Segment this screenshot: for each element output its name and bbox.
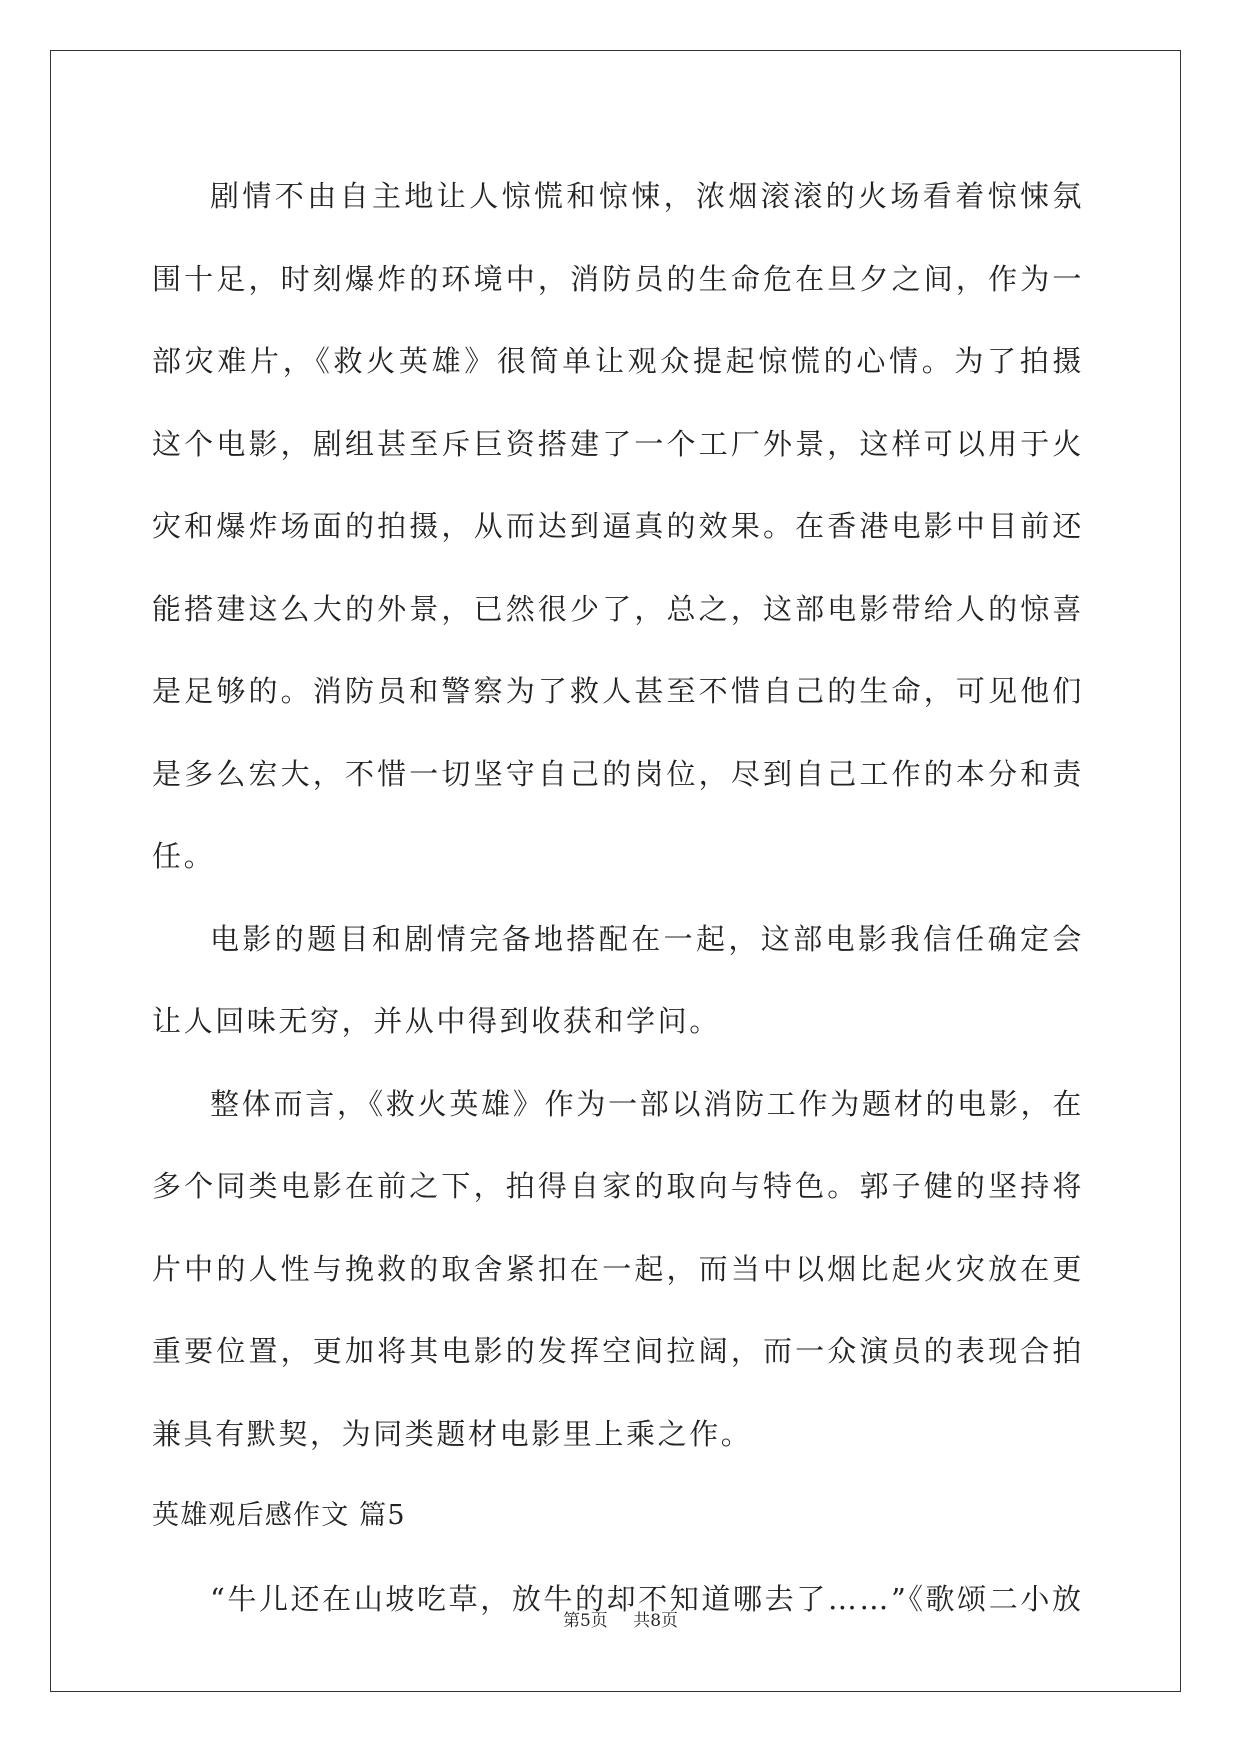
page-footer — [0, 1606, 1241, 1631]
paragraph-1: 剧情不由自主地让人惊慌和惊悚，浓烟滚滚的火场看着惊悚氛围十足，时刻爆炸的环境中，消防员的生命危在旦夕之间，作为一部灾难片，《救火英雄》很简单让观众提起惊慌的心情。为了拍摄这个电影，剧组甚至斥巨资搭建了一个工厂外景，这样可以用于火灾和爆炸场面的拍摄，从而达到逼真的效果。在香港电影中目前还能搭建这么大的外景，已然很少了，总之，这部电影带给人的惊喜是足够的。消防员和警察为了救人甚至不惜自己的生命，可见他们是多么宏大，不惜一切坚守自己的岗位，尽到自己工作的本分和责任。 — [152, 179, 1084, 873]
document-body — [152, 155, 1084, 1640]
section-heading: 英雄观后感作文 篇5 — [152, 1500, 406, 1531]
page-number: 第5页 — [562, 1611, 608, 1631]
paragraph-4: “牛儿还在山坡吃草，放牛的却不知道哪去了……”《歌颂二小放 — [210, 1581, 1084, 1616]
paragraph-2: 电影的题目和剧情完备地搭配在一起，这部电影我信任确定会让人回味无穷，并从中得到收获和学问。 — [152, 921, 1084, 1038]
page-total: 共8页 — [633, 1611, 679, 1631]
paragraph-3: 整体而言，《救火英雄》作为一部以消防工作为题材的电影，在多个同类电影在前之下，拍得自家的取向与特色。郭子健的坚持将片中的人性与挽救的取舍紧扣在一起，而当中以烟比起火灾放在更重要位置，更加将其电影的发挥空间拉阔，而一众演员的表现合拍兼具有默契，为同类题材电影里上乘之作。 — [152, 1086, 1084, 1451]
